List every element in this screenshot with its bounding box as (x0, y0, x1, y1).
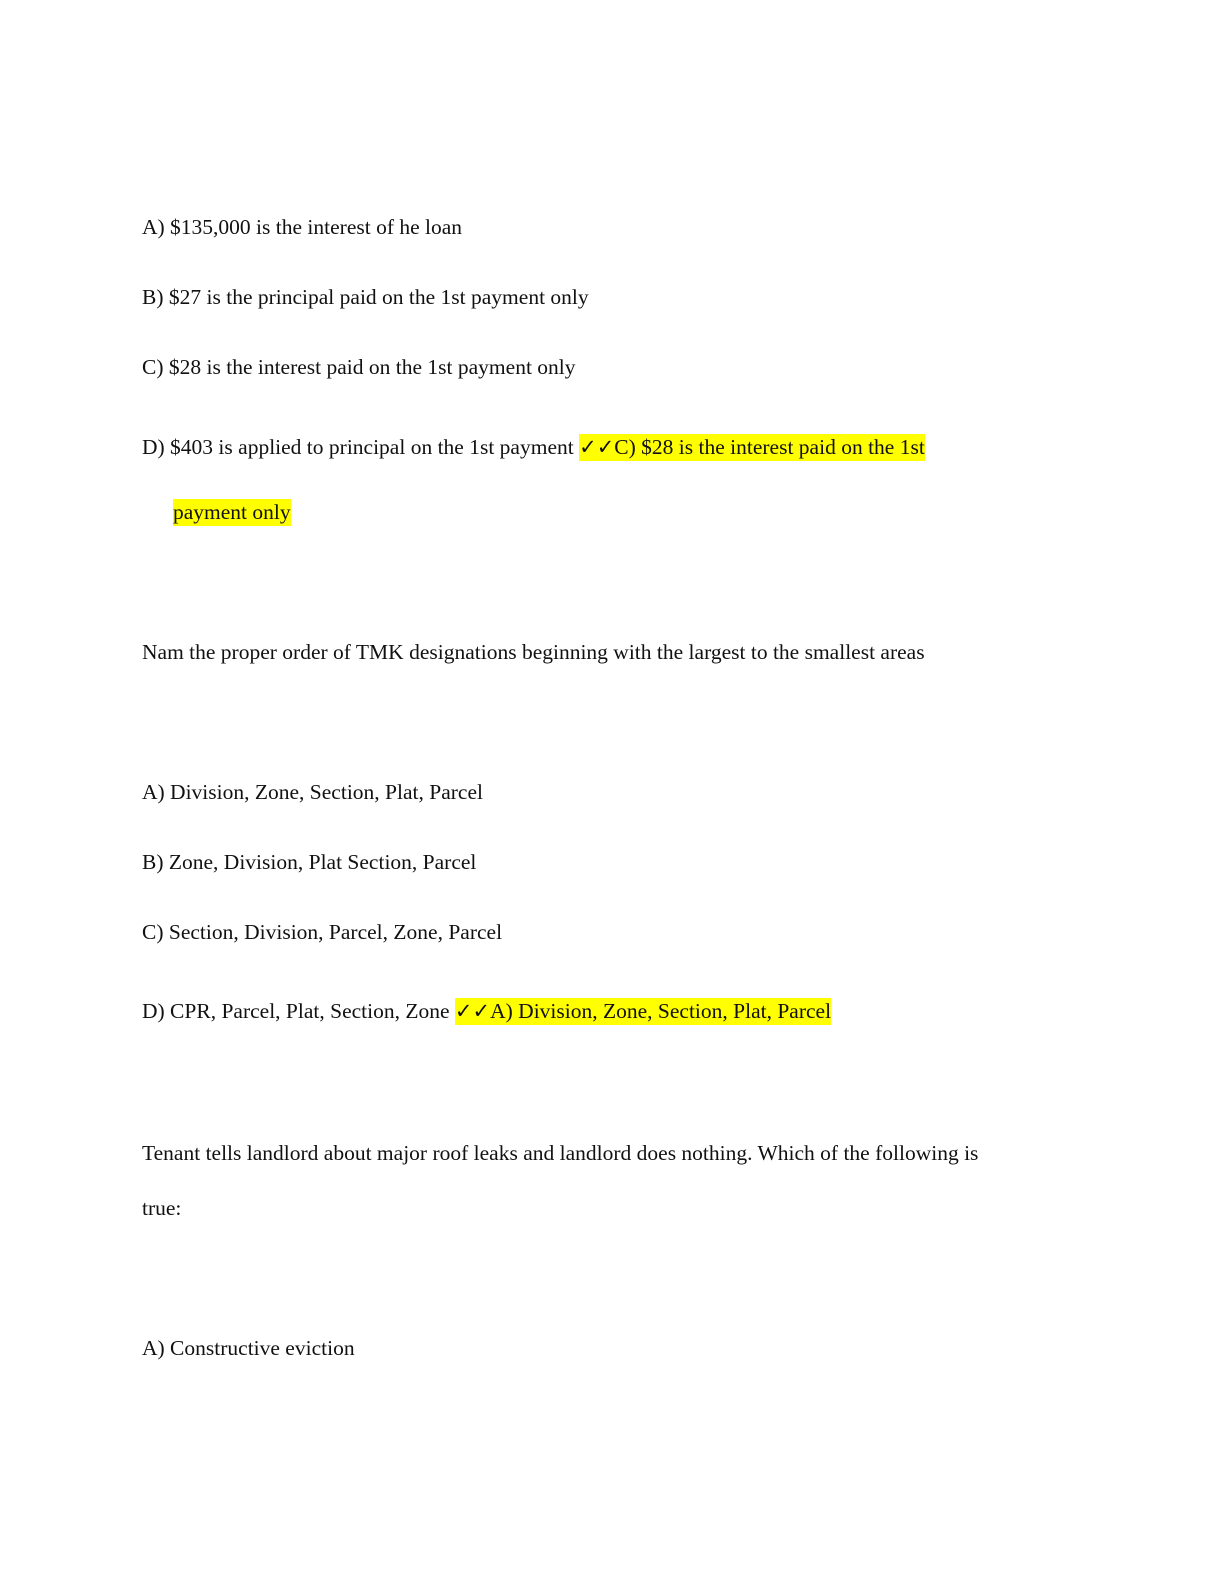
q1-option-b: B) $27 is the principal paid on the 1st payment only (142, 285, 589, 309)
q2-option-d-line (142, 997, 831, 1025)
q2-answer-text: A) Division, Zone, Section, Plat, Parcel (490, 999, 832, 1023)
q1-answer-text: C) $28 is the interest paid on the 1st (614, 435, 925, 459)
q1-option-d: D) $403 is applied to principal on the 1st payment (142, 435, 574, 459)
q3-question-line-1: Tenant tells landlord about major roof leaks and landlord does nothing. Which of the following is (142, 1141, 979, 1165)
q2-answer-highlight (455, 998, 831, 1025)
q1-option-c: C) $28 is the interest paid on the 1st payment only (142, 355, 576, 379)
q1-option-d-line (142, 433, 925, 461)
q1-answer-text-continued: payment only (173, 500, 291, 524)
q2-option-d: D) CPR, Parcel, Plat, Section, Zone (142, 999, 450, 1023)
check-mark-icon: ✓✓ (579, 435, 615, 459)
q1-answer-highlight (579, 434, 925, 461)
check-mark-icon: ✓✓ (454, 999, 491, 1023)
q1-answer-continuation-line (173, 498, 291, 526)
q2-question: Nam the proper order of TMK designations beginning with the largest to the smallest areas (142, 640, 925, 664)
q1-option-a: A) $135,000 is the interest of he loan (142, 215, 463, 239)
q3-option-a: A) Constructive eviction (142, 1336, 355, 1360)
q2-option-c: C) Section, Division, Parcel, Zone, Parcel (142, 920, 503, 944)
q3-question-line-2: true: (142, 1196, 182, 1220)
q2-option-b: B) Zone, Division, Plat Section, Parcel (142, 850, 477, 874)
q2-option-a: A) Division, Zone, Section, Plat, Parcel (142, 780, 483, 804)
